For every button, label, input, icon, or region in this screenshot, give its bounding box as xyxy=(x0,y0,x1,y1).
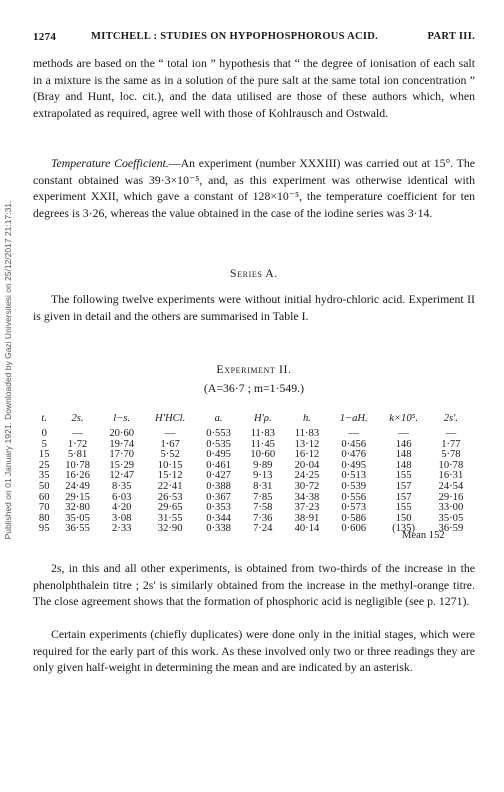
table-cell: 155 xyxy=(395,502,412,514)
table-cell: 6·03 xyxy=(112,491,132,503)
table-cell: 35·05 xyxy=(438,512,464,524)
table-cell: 24·25 xyxy=(294,470,320,482)
table-cell: 0·338 xyxy=(206,523,231,535)
table-cell: 8·35 xyxy=(112,480,132,492)
table-cell: 35·05 xyxy=(65,512,90,524)
table-cell: 0·535 xyxy=(206,438,231,450)
table-cell: 7·58 xyxy=(253,502,273,514)
table-cell: 24·49 xyxy=(65,480,90,492)
paragraph-total-ion: methods are based on the “ total ion ” hypothesis that “ the degree of ionisation of each salt in a mixture is the same as in a solution of the pure salt at the same total ion concentration ” (Bray and Hunt, loc. cit.), and the data utilised are those of these authors which, when extrapolated as required, agree well with those of Kohlrausch and Ostwald. xyxy=(33,56,475,120)
table-cell: 36·59 xyxy=(438,523,464,535)
table-cell: 148 xyxy=(395,459,412,471)
table-cell: 2·33 xyxy=(112,523,132,535)
table-cell: 29·16 xyxy=(438,491,464,503)
table-cell: — xyxy=(445,428,457,439)
paragraph-temperature-coefficient xyxy=(33,155,475,221)
table-cell: 5 xyxy=(41,438,47,450)
table-cell: 29·65 xyxy=(157,502,183,514)
table-cell: 95 xyxy=(38,523,50,535)
paragraph-duplicates: Certain experiments (chiefly duplicates) were done only in the initial stages, which were required for the early part of this work. As these involved only two or three readings they are only given half-weight in determining the mean and are indicated by an asterisk. xyxy=(33,627,475,675)
table-cell: 15·29 xyxy=(109,459,135,471)
experiment-params: (A=36·7 ; m=1·549.) xyxy=(203,381,305,395)
table-cell: 0·513 xyxy=(341,470,367,482)
table-cell: 31·55 xyxy=(157,512,183,524)
table-cell: 17·70 xyxy=(109,449,135,461)
table-cell: 37·23 xyxy=(294,502,320,514)
table-cell: 0·427 xyxy=(206,470,231,482)
table-cell: — xyxy=(72,428,83,439)
part-label: PART III. xyxy=(427,31,475,42)
table-cell: 9·13 xyxy=(253,470,273,482)
table-cell: 5·52 xyxy=(160,449,180,461)
table-row xyxy=(33,429,473,440)
table-cell: 13·12 xyxy=(294,438,320,450)
table-cell: 24·54 xyxy=(438,480,464,492)
table-cell: 4·20 xyxy=(112,502,132,514)
table-cell: 157 xyxy=(395,480,412,492)
table-cell: 11·83 xyxy=(250,428,275,439)
experiment-title: Experiment II. xyxy=(216,362,292,376)
temperature-coefficient-heading: Temperature Coefficient. xyxy=(51,156,169,170)
table-cell: 0·556 xyxy=(341,491,367,503)
table-header-row xyxy=(33,411,473,429)
table-cell: 0·456 xyxy=(341,438,367,450)
section-title: Series A. xyxy=(230,266,278,280)
table-cell: 0 xyxy=(41,428,47,439)
table-cell: 20·04 xyxy=(294,459,320,471)
table-cell: 12·47 xyxy=(109,470,135,482)
column-header: t. xyxy=(41,412,48,424)
running-title: MITCHELL : STUDIES ON HYPOPHOSPHOROUS ACID. xyxy=(91,31,379,42)
table-cell: 7·36 xyxy=(253,512,273,524)
table-cell: 26·53 xyxy=(157,491,183,503)
table-cell: 25 xyxy=(38,459,50,471)
table-cell: 0·353 xyxy=(206,502,231,514)
table-cell: 80 xyxy=(38,512,50,524)
table-cell: 9·89 xyxy=(253,459,273,471)
table-cell: 0·586 xyxy=(341,512,367,524)
table-cell: 20·60 xyxy=(109,428,135,439)
table-cell: 35 xyxy=(38,470,50,482)
download-watermark: Published on 01 January 1921. Downloaded by Gazi Universitesi on 25/12/2017 21:17:31. xyxy=(3,200,13,540)
table-cell: 34·38 xyxy=(294,491,320,503)
table-cell: 15 xyxy=(38,449,50,461)
table-cell: 29·15 xyxy=(65,491,90,503)
table-cell: 0·606 xyxy=(341,523,367,535)
experiment-table xyxy=(33,411,473,535)
table-cell: 19·74 xyxy=(109,438,135,450)
table-cell: 50 xyxy=(38,480,50,492)
table-cell: 0·367 xyxy=(206,491,231,503)
table-cell: — xyxy=(164,428,176,439)
table-cell: 22·41 xyxy=(157,480,183,492)
page-number: 1274 xyxy=(33,31,57,43)
table-cell: 10·78 xyxy=(438,459,464,471)
table-cell: 150 xyxy=(395,512,412,524)
column-header: 2s'. xyxy=(443,412,459,424)
table-cell: 36·55 xyxy=(65,523,90,535)
table-cell: — xyxy=(398,428,409,439)
table-cell: 5·81 xyxy=(67,449,88,461)
column-header: H'HCl. xyxy=(155,412,186,424)
table-cell: 0·573 xyxy=(341,502,367,514)
table-cell: 0·553 xyxy=(206,428,231,439)
table-cell: 0·495 xyxy=(206,449,231,461)
column-header: k×10⁵. xyxy=(389,412,418,424)
temperature-coefficient-text: —An experiment (number XXXIII) was carried out at 15°. The constant obtained was 39·3×10⁻⁵, and, as this experiment was otherwise identical with experiment XXII, which gave a constant of 128×10⁻⁵, the temperature coefficient for ten degrees is 3·26, whereas the value obtained in the case of the iodine series was 3·14. xyxy=(33,156,475,220)
column-header: 1−aH. xyxy=(339,412,368,424)
paragraph-titre-note: 2s, in this and all other experiments, is obtained from two-thirds of the increase in the phenolphthalein titre ; 2s' is similarly obtained from the increase in the methyl-orange titre. The close agreement shows that the formation of phosphoric acid is negligible (see p. 1271). xyxy=(33,561,475,609)
table-cell: 0·539 xyxy=(341,480,367,492)
column-header: H'ρ. xyxy=(253,412,272,424)
table-cell: 1·67 xyxy=(160,438,180,450)
table-cell: 3·08 xyxy=(112,512,132,524)
table-row xyxy=(33,482,473,493)
table-cell: 40·14 xyxy=(294,523,320,535)
table-cell: 0·344 xyxy=(206,512,231,524)
table-cell: 0·495 xyxy=(341,459,367,471)
table-cell: 0·476 xyxy=(341,449,367,461)
table-mean: Mean 152 xyxy=(402,530,445,541)
table-cell: 15·12 xyxy=(157,470,183,482)
table-cell: 11·83 xyxy=(294,428,320,439)
table-cell: 32·90 xyxy=(157,523,183,535)
page-header xyxy=(33,31,475,43)
table-body xyxy=(33,429,473,535)
table-cell: 60 xyxy=(38,491,50,503)
table-cell: 8·31 xyxy=(253,480,273,492)
column-header: a. xyxy=(214,412,223,424)
paragraph-series-a: The following twelve experiments were without initial hydro-chloric acid. Experiment II is given in detail and the others are summarised in Table I. xyxy=(33,292,475,323)
column-header: l−s. xyxy=(113,412,131,424)
table-cell: 10·78 xyxy=(65,459,90,471)
table-cell: 16·26 xyxy=(65,470,90,482)
table-cell: 146 xyxy=(395,438,412,450)
table-cell: 0·461 xyxy=(206,459,231,471)
table-cell: 10·60 xyxy=(250,449,276,461)
table-cell: 7·24 xyxy=(253,523,273,535)
table-cell: (135) xyxy=(392,523,416,535)
column-header: h. xyxy=(302,412,311,424)
table-cell: 16·12 xyxy=(294,449,320,461)
table-cell: 148 xyxy=(395,449,412,461)
table-cell: 7·85 xyxy=(253,491,273,503)
table-cell: 0·388 xyxy=(206,480,231,492)
table-cell: 10·15 xyxy=(157,459,183,471)
table-cell: 16·31 xyxy=(438,470,464,482)
table-cell: 1·72 xyxy=(67,438,88,450)
table-cell: — xyxy=(348,428,359,439)
column-header: 2s. xyxy=(71,412,84,424)
table-cell: 33·00 xyxy=(438,502,464,514)
table-cell: 155 xyxy=(395,470,412,482)
table-cell: 5·78 xyxy=(441,449,461,461)
table-cell: 70 xyxy=(38,502,50,514)
table-cell: 157 xyxy=(395,491,412,503)
table-cell: 1·77 xyxy=(441,438,461,450)
table-cell: 30·72 xyxy=(294,480,320,492)
table-cell: 32·80 xyxy=(65,502,90,514)
table-cell: 11·45 xyxy=(250,438,275,450)
table-cell: 38·91 xyxy=(294,512,320,524)
